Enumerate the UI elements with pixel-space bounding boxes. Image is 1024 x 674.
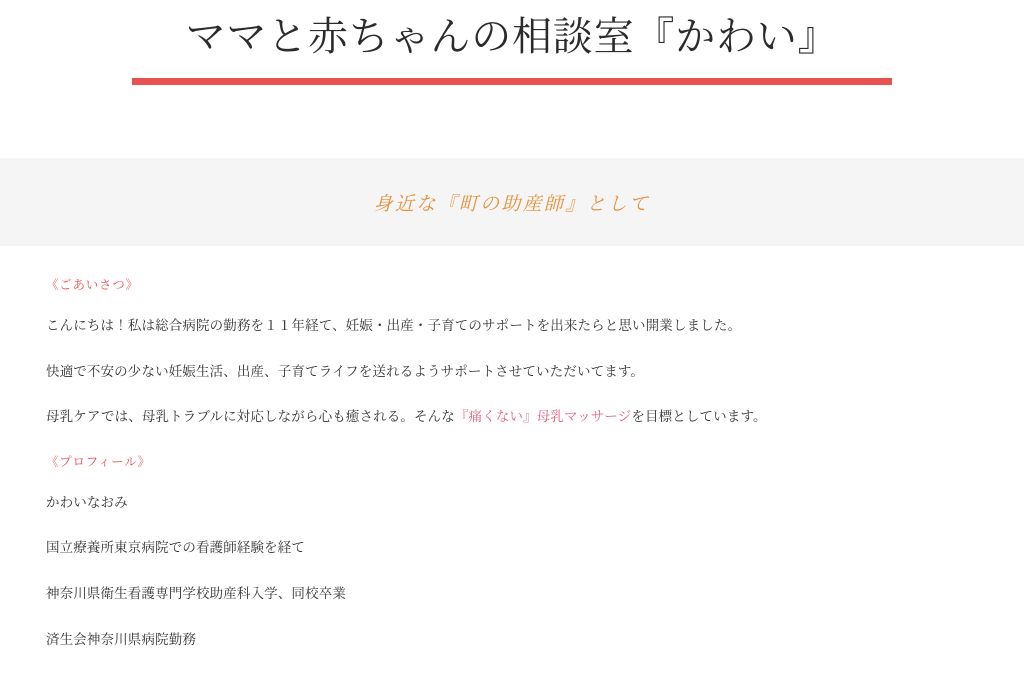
greeting-paragraph-1: こんにちは！私は総合病院の勤務を１１年経て、妊娠・出産・子育てのサポートを出来たらと思い開業しました。 [46,318,742,333]
profile-line: かわいなおみ [46,494,128,510]
profile-line: 国立療養所東京病院での看護師経験を経て [46,540,306,556]
title-underline-divider [132,78,892,85]
profile-heading: 《プロフィール》 [46,453,151,469]
paragraph-3-highlight-massage: 母乳マッサージ [536,409,632,425]
main-content [46,275,986,674]
paragraph-3-highlight-painless: 『痛くない』 [454,409,537,425]
profile-line: 神奈川県衛生看護専門学校助産科入学、同校卒業 [46,585,346,601]
site-header [0,0,1024,85]
section-band [0,158,1024,246]
paragraph-3-text-start: 母乳ケアでは、母乳トラブルに対応しながら心も癒される。そんな [46,409,455,425]
page-title: ママと赤ちゃんの相談室『かわい』 [185,14,839,60]
profile-line: 済生会神奈川県病院勤務 [46,631,196,647]
greeting-paragraph-2: 快適で不安の少ない妊娠生活、出産、子育てライフを送れるようサポートさせていただいてます。 [46,363,645,379]
greeting-heading: 《ごあいさつ》 [46,277,139,292]
greeting-paragraph-3 [46,406,986,428]
paragraph-3-text-end: を目標としています。 [631,409,767,425]
section-heading: 身近な『町の助産師』として [373,192,651,215]
